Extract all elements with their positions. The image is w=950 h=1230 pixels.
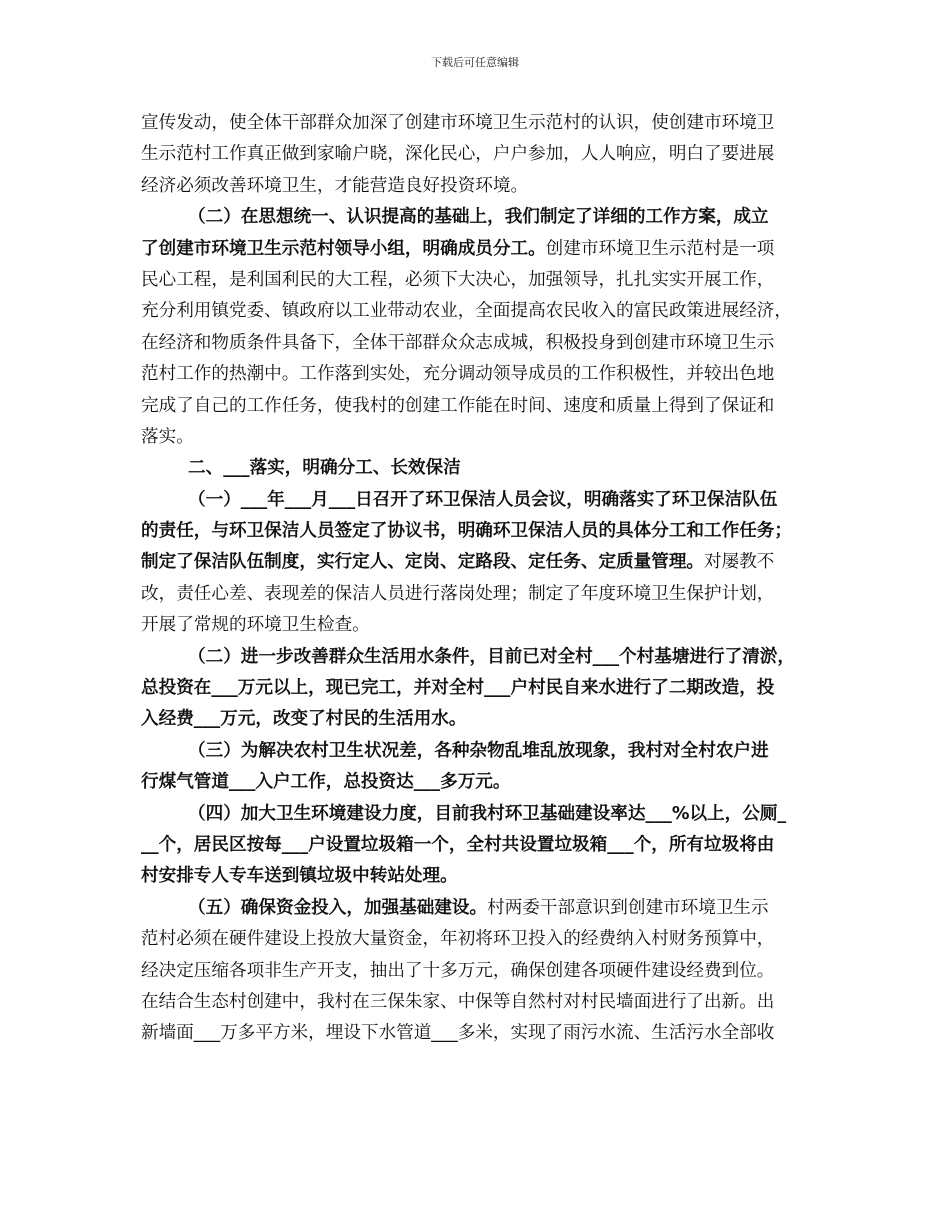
- text-run: 充分利用镇党委、镇政府以工业带动农业，全面提高农民收入的富民政策进展经济，: [141, 301, 792, 322]
- text-line: [141, 202, 825, 233]
- bold-text-run: 村安排专人专车送到镇垃圾中转站处理。: [141, 866, 458, 887]
- bold-text-run: （二）在思想统一、认识提高的基础上，我们制定了详细的工作方案，成立: [188, 207, 769, 228]
- bold-text-run: 的责任，与环卫保洁人员签定了协议书，明确环卫保洁人员的具体分工和工作任务；: [141, 521, 792, 542]
- text-line: [141, 265, 825, 296]
- bold-text-run: （三）为解决农村卫生状况差，各种杂物乱堆乱放现象，我村对全村农户进: [188, 740, 769, 761]
- text-run: 在结合生态村创建中，我村在三保朱家、中保等自然村对村民墙面进行了出新。出: [141, 991, 775, 1012]
- text-line: [141, 642, 825, 673]
- text-run: 范村必须在硬件建设上投放大量资金，年初将环卫投入的经费纳入村财务预算中，: [141, 929, 775, 950]
- text-line: [141, 391, 825, 422]
- text-line: [141, 1018, 825, 1049]
- page-header: 下载后可任意编辑: [431, 56, 519, 69]
- text-line: [141, 704, 825, 735]
- bold-text-run: __个，居民区按每___户设置垃圾箱一个，全村共设置垃圾箱___个，所有垃圾将由: [141, 834, 775, 855]
- bold-text-run: 二、___落实，明确分工、长效保洁: [188, 458, 461, 479]
- bold-text-run: 入经费___万元，改变了村民的生活用水。: [141, 709, 467, 730]
- text-line: [141, 579, 825, 610]
- text-line: [141, 861, 825, 892]
- text-line: [141, 736, 825, 767]
- bold-text-run: （五）确保资金投入，加强基础建设。: [188, 897, 488, 918]
- text-run: 新墙面___万多平方米，埋设下水管道___多米，实现了雨污水流、生活污水全部收: [141, 1023, 775, 1044]
- bold-text-run: （四）加大卫生环境建设力度，目前我村环卫基础建设率达___%以上，公厕_: [188, 803, 787, 824]
- text-line: [141, 767, 825, 798]
- text-run: 经济必须改善环境卫生，才能营造良好投资环境。: [141, 175, 529, 196]
- bold-text-run: 行煤气管道___入户工作，总投资达___多万元。: [141, 772, 511, 793]
- text-line: [141, 139, 825, 170]
- text-line: [141, 296, 825, 327]
- text-line: [141, 830, 825, 861]
- text-run: 经决定压缩各项非生产开支，抽出了十多万元，确保创建各项硬件建设经费到位。: [141, 960, 775, 981]
- bold-text-run: （一）___年___月___日召开了环卫保洁人员会议，明确落实了环卫保洁队伍: [188, 489, 778, 510]
- text-run: 对屡教不: [704, 552, 775, 573]
- text-line: [141, 234, 825, 265]
- text-line: [141, 610, 825, 641]
- text-run: 在经济和物质条件具备下，全体干部群众众志成城，积极投身到创建市环境卫生示: [141, 332, 775, 353]
- text-line: [141, 547, 825, 578]
- document-body: [141, 108, 825, 1050]
- text-run: 民心工程，是利国利民的大工程，必须下大决心，加强领导，扎扎实实开展工作，: [141, 269, 775, 290]
- text-line: [141, 108, 825, 139]
- text-run: 村两委干部意识到创建市环境卫生示: [487, 897, 769, 918]
- text-line: [141, 673, 825, 704]
- text-run: 开展了常规的环境卫生检查。: [141, 615, 370, 636]
- text-line: [141, 799, 825, 830]
- text-line: [141, 422, 825, 453]
- bold-text-run: 了创建市环境卫生示范村领导小组，明确成员分工。: [141, 238, 546, 259]
- text-run: 落实。: [141, 426, 194, 447]
- text-line: [141, 893, 825, 924]
- text-run: 创建市环境卫生示范村是一项: [545, 238, 775, 259]
- bold-text-run: 总投资在___万元以上，现已完工，并对全村___户村民自来水进行了二期改造，投: [141, 678, 775, 699]
- text-line: [141, 485, 825, 516]
- text-line: [141, 359, 825, 390]
- text-line: [141, 924, 825, 955]
- bold-text-run: （二）进一步改善群众生活用水条件，目前已对全村___个村基塘进行了清淤，: [188, 646, 795, 667]
- text-run: 宣传发动，使全体干部群众加深了创建市环境卫生示范村的认识，使创建市环境卫: [141, 113, 775, 133]
- text-line: [141, 328, 825, 359]
- text-line: [141, 987, 825, 1018]
- text-run: 改，责任心差、表现差的保洁人员进行落岗处理；制定了年度环境卫生保护计划，: [141, 583, 775, 604]
- text-line: [141, 171, 825, 202]
- text-run: 完成了自己的工作任务，使我村的创建工作能在时间、速度和质量上得到了保证和: [141, 395, 775, 416]
- text-line: [141, 956, 825, 987]
- bold-text-run: 制定了保洁队伍制度，实行定人、定岗、定路段、定任务、定质量管理。: [141, 552, 705, 573]
- text-line: [141, 516, 825, 547]
- text-run: 生示范村工作真正做到家喻户晓，深化民心，户户参加，人人响应，明白了要进展: [141, 144, 775, 165]
- text-run: 范村工作的热潮中。工作落到实处，充分调动领导成员的工作积极性，并较出色地: [141, 364, 775, 385]
- text-line: [141, 453, 825, 484]
